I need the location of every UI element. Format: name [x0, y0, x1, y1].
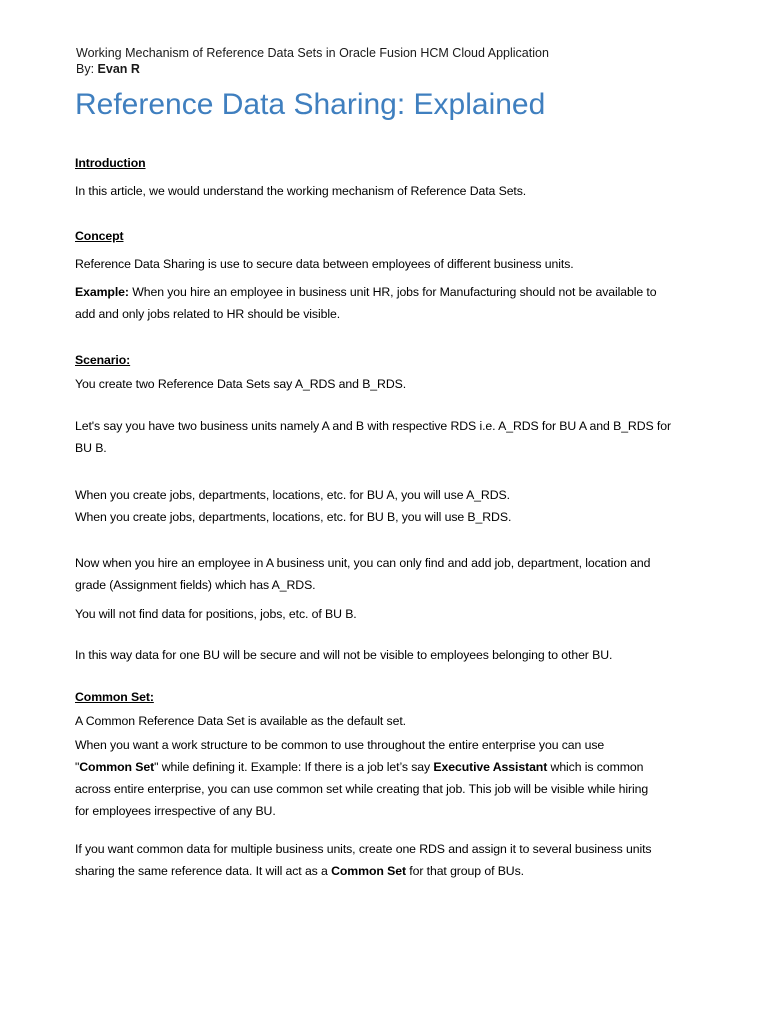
common-set-paragraph-2-line-4: for employees irrespective of any BU. [75, 804, 276, 818]
concept-example-line-2: add and only jobs related to HR should be visible. [75, 307, 341, 321]
example-label: Example: [75, 285, 129, 299]
scenario-paragraph-3-line-1: When you create jobs, departments, locations, etc. for BU A, you will use A_RDS. [75, 488, 510, 502]
concept-text: Reference Data Sharing is use to secure data between employees of different business units. [75, 257, 574, 271]
common-set-bold: Common Set [331, 864, 406, 878]
page-title: Reference Data Sharing: Explained [75, 88, 546, 121]
scenario-paragraph-2-line-2: BU B. [75, 441, 107, 455]
paragraph-text: " while defining it. Example: If there is a job let’s say [154, 760, 434, 774]
quote-mark: " [75, 760, 80, 774]
common-set-paragraph-2-line-1: When you want a work structure to be common to use throughout the entire enterprise you can use [75, 738, 605, 752]
scenario-paragraph-1: You create two Reference Data Sets say A_RDS and B_RDS. [75, 377, 407, 391]
scenario-paragraph-6: In this way data for one BU will be secure and will not be visible to employees belonging to other BU. [75, 648, 613, 662]
paragraph-text: for that group of BUs. [405, 864, 524, 878]
common-set-paragraph-1: A Common Reference Data Set is available as the default set. [75, 714, 406, 728]
scenario-paragraph-5: You will not find data for positions, jobs, etc. of BU B. [75, 607, 357, 621]
concept-example-line-1 [75, 285, 656, 299]
common-set-bold: Common Set [79, 760, 155, 774]
scenario-heading: Scenario: [75, 353, 131, 367]
author-name: Evan R [97, 62, 140, 76]
paragraph-text: sharing the same reference data. It will act as a [75, 864, 332, 878]
concept-heading: Concept [75, 229, 124, 243]
scenario-paragraph-4-line-1: Now when you hire an employee in A business unit, you can only find and add job, department, location and [75, 556, 651, 570]
byline-label: By: [76, 62, 98, 76]
paragraph-text: which is common [547, 760, 644, 774]
scenario-paragraph-3-line-2: When you create jobs, departments, locations, etc. for BU B, you will use B_RDS. [75, 510, 512, 524]
common-set-paragraph-2-line-2 [75, 760, 643, 774]
scenario-paragraph-4-line-2: grade (Assignment fields) which has A_RDS. [75, 578, 316, 592]
introduction-text: In this article, we would understand the working mechanism of Reference Data Sets. [75, 184, 527, 198]
scenario-paragraph-2-line-1: Let's say you have two business units namely A and B with respective RDS i.e. A_RDS for BU A and B_RDS for [75, 419, 671, 433]
example-text: When you hire an employee in business unit HR, jobs for Manufacturing should not be available to [128, 285, 657, 299]
common-set-heading: Common Set: [75, 690, 154, 704]
document-header-title: Working Mechanism of Reference Data Sets in Oracle Fusion HCM Cloud Application [76, 46, 549, 60]
common-set-paragraph-3-line-1: If you want common data for multiple business units, create one RDS and assign it to several business units [75, 842, 652, 856]
common-set-paragraph-2-line-3: across entire enterprise, you can use common set while creating that job. This job will be visible while hiring [75, 782, 649, 796]
executive-assistant-bold: Executive Assistant [433, 760, 548, 774]
introduction-heading: Introduction [75, 156, 146, 170]
common-set-paragraph-3-line-2 [75, 864, 524, 878]
document-header-byline [76, 62, 140, 76]
